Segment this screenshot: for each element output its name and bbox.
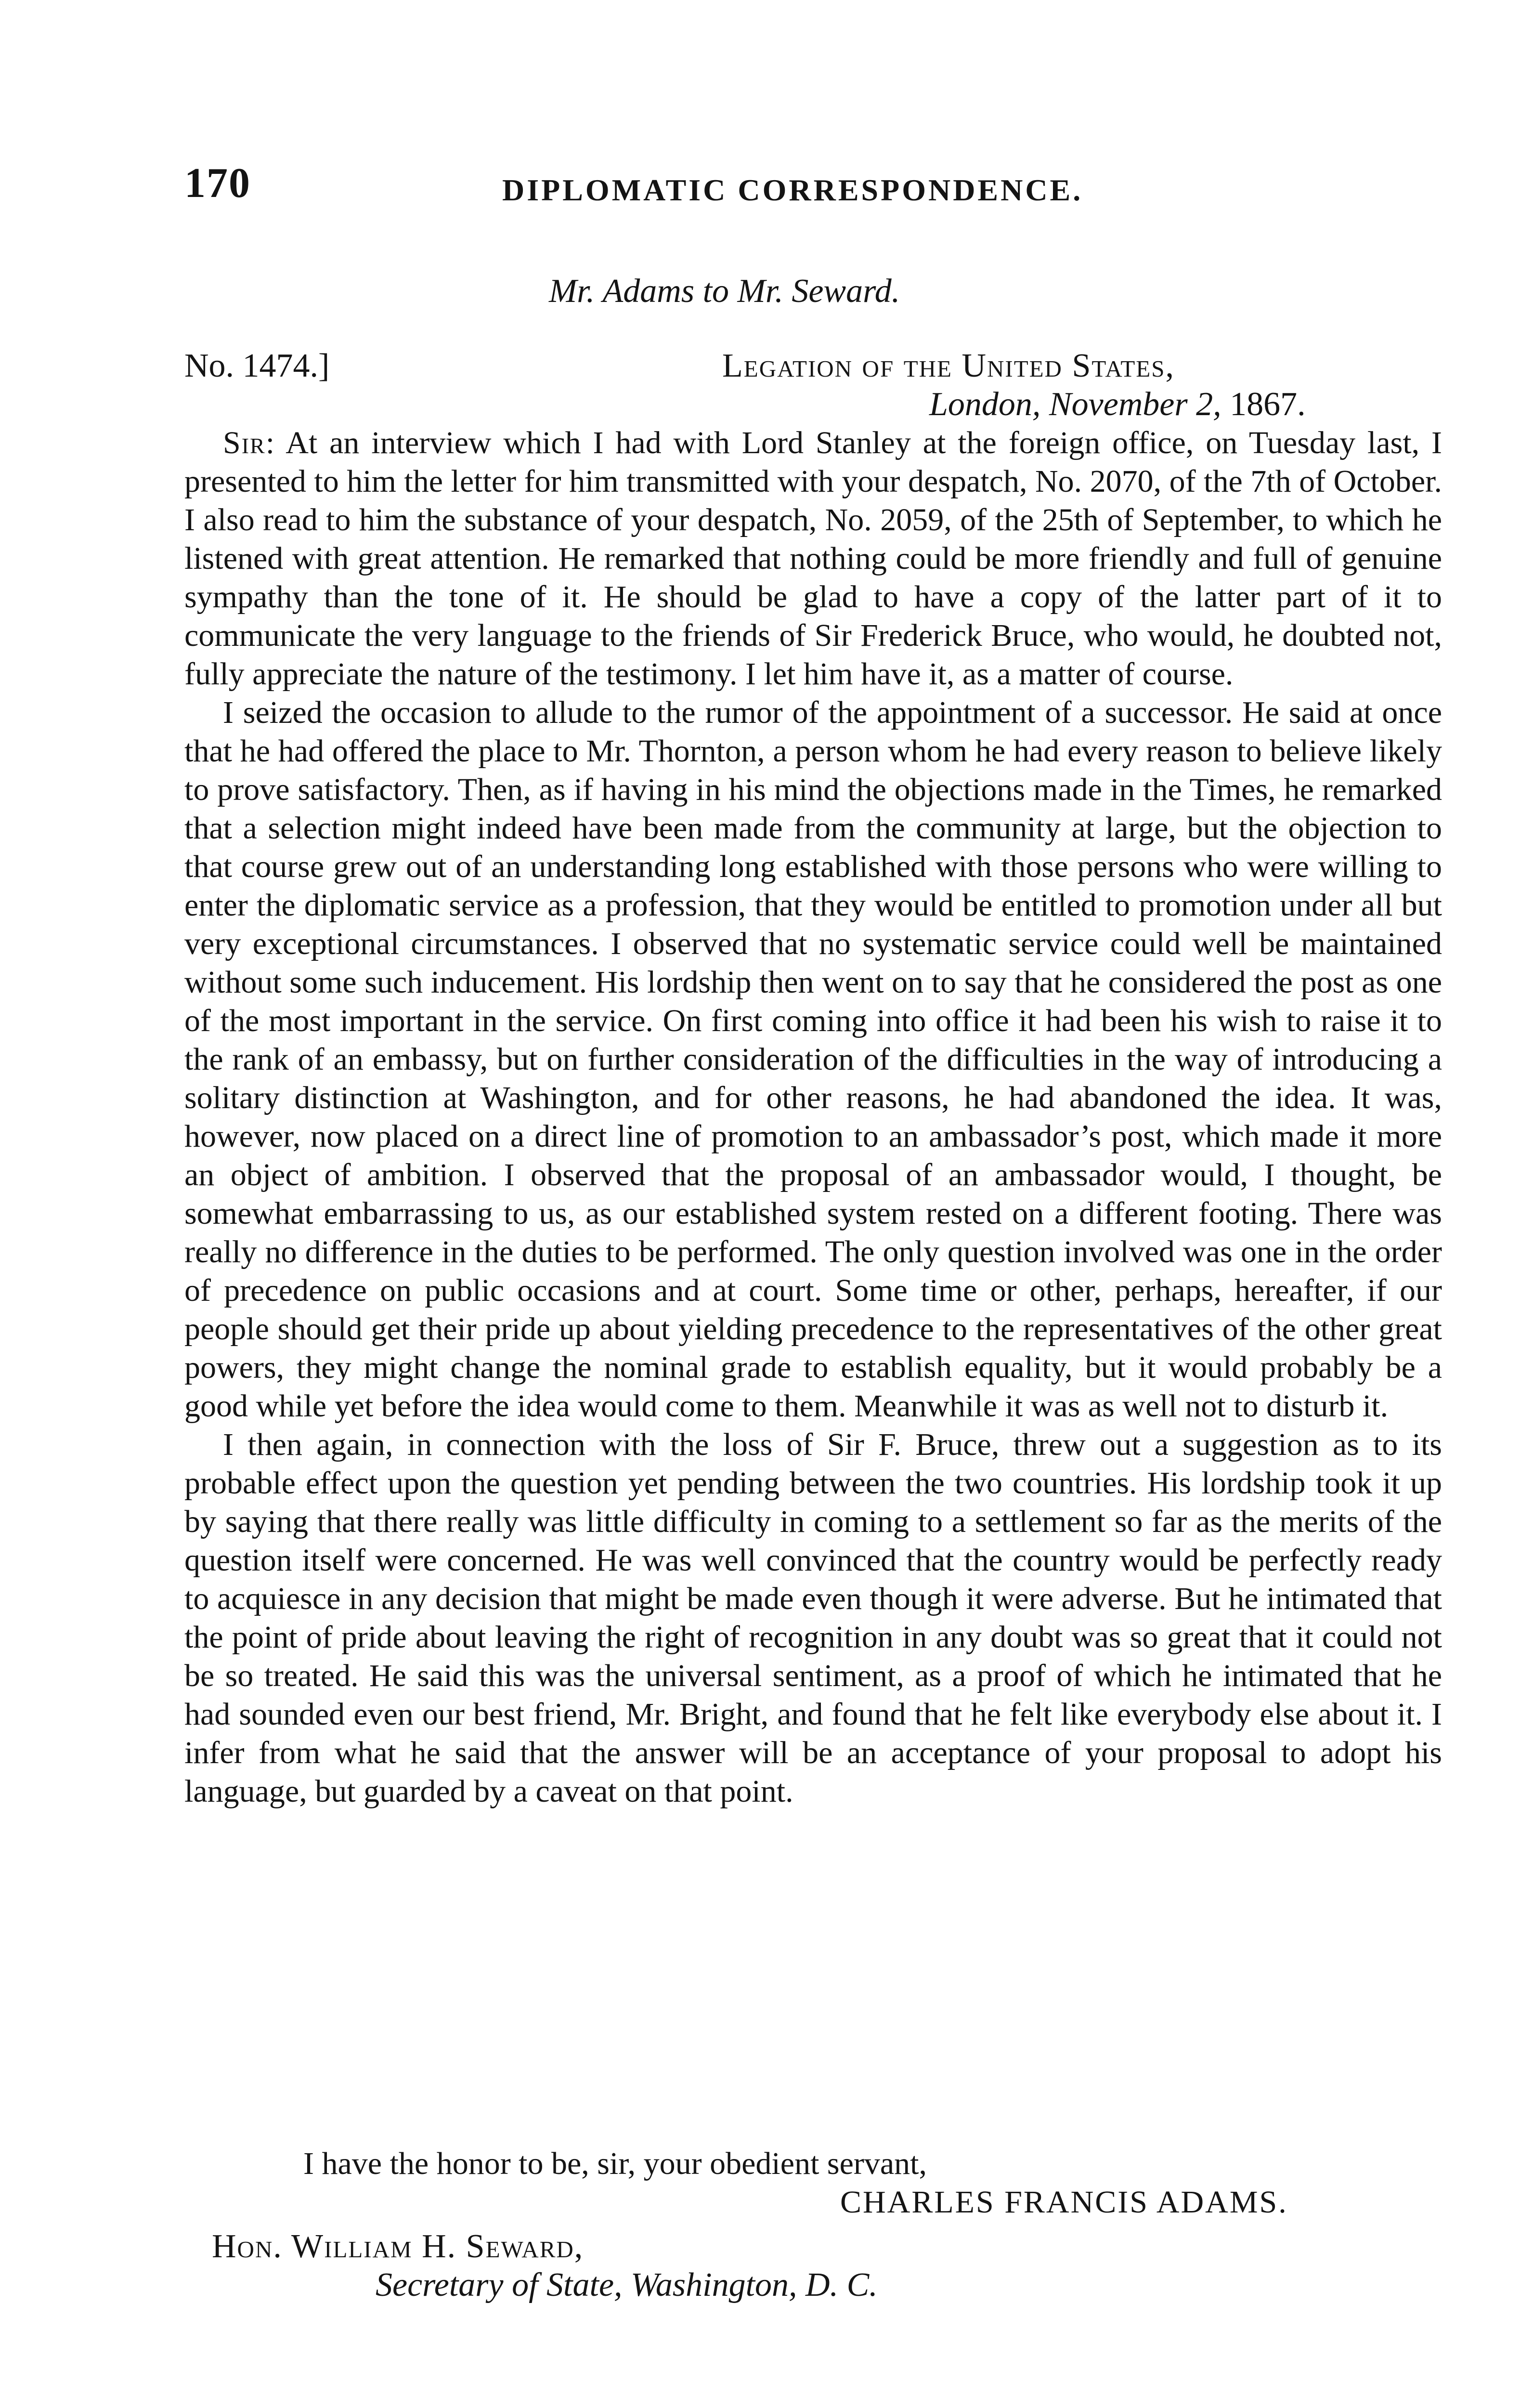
addressee-title: Secretary of State, Washington, D. C. bbox=[376, 2266, 878, 2303]
paragraph-1 bbox=[184, 424, 1442, 694]
page-header bbox=[184, 159, 1422, 207]
paragraph-1-text: At an interview which I had with Lord Stanley at the foreign office, on Tuesday last, I presented to him the letter for him transmitted with your despatch, No. 2070, of the 7th of October. I also read to him the substance of your despatch, No. 2059, of the 25th of September, to which he listened with great attention. He remarked that nothing could be more friendly and full of genuine sympathy than the tone of it. He should be glad to have a copy of the latter part of it to communicate the very language to the friends of Sir Frederick Bruce, who would, he doubted not, fully appreciate the nature of the testimony. I let him have it, as a matter of course. bbox=[184, 425, 1442, 692]
closing-line: I have the honor to be, sir, your obedient servant, bbox=[303, 2146, 927, 2181]
dateline bbox=[929, 385, 1306, 424]
legation-heading: Legation of the United States, bbox=[722, 347, 1175, 384]
letter-body bbox=[184, 424, 1442, 1811]
salutation: Sir: bbox=[223, 425, 276, 460]
signature: CHARLES FRANCIS ADAMS. bbox=[840, 2185, 1288, 2220]
page-number: 170 bbox=[184, 160, 251, 207]
letter-title: Mr. Adams to Mr. Seward. bbox=[549, 273, 900, 310]
dateline-year: 1867. bbox=[1230, 386, 1306, 423]
running-head: DIPLOMATIC CORRESPONDENCE. bbox=[502, 173, 1083, 207]
dateline-place: London, November 2, bbox=[929, 386, 1221, 423]
letter-number: No. 1474.] bbox=[184, 347, 330, 384]
addressee-name: Hon. William H. Seward, bbox=[212, 2228, 584, 2265]
paragraph-3: I then again, in connection with the loss of Sir F. Bruce, threw out a suggestion as to its probable effect upon the question yet pending between the two countries. His lordship took it up by saying that there really was little difficulty in coming to a settlement so far as the merits of the question itself were concerned. He was well convinced that the country would be perfectly ready to acquiesce in any decision that might be made even though it were adverse. But he intimated that the point of pride about leaving the right of recognition in any doubt was so great that it could not be so treated. He said this was the universal sentiment, as a proof of which he intimated that he had sounded even our best friend, Mr. Bright, and found that he felt like everybody else about it. I infer from what he said that the answer will be an acceptance of your proposal to adopt his language, but guarded by a caveat on that point. bbox=[184, 1427, 1442, 1809]
paragraph-2: I seized the occasion to allude to the rumor of the appointment of a successor. He said at once that he had offered the place to Mr. Thornton, a person whom he had every reason to believe likely to prove satisfactory. Then, as if having in his mind the objections made in the Times, he remarked that a selection might indeed have been made from the community at large, but the objection to that course grew out of an understanding long established with those persons who were willing to enter the diplomatic service as a profession, that they would be entitled to promotion under all but very exceptional circumstances. I observed that no systematic service could well be maintained without some such inducement. His lordship then went on to say that he considered the post as one of the most important in the service. On first coming into office it had been his wish to raise it to the rank of an embassy, but on further consideration of the difficulties in the way of introducing a solitary distinction at Washington, and for other reasons, he had abandoned the idea. It was, however, now placed on a direct line of promotion to an ambassador’s post, which made it more an object of ambition. I observed that the proposal of an ambassador would, I thought, be somewhat embarrassing to us, as our established system rested on a different footing. There was really no difference in the duties to be performed. The only question involved was one in the order of precedence on public occasions and at court. Some time or other, perhaps, hereafter, if our people should get their pride up about yielding precedence to the representatives of the other great powers, they might change the nominal grade to establish equality, but it would probably be a good while yet before the idea would come to them. Meanwhile it was as well not to disturb it. bbox=[184, 695, 1442, 1424]
